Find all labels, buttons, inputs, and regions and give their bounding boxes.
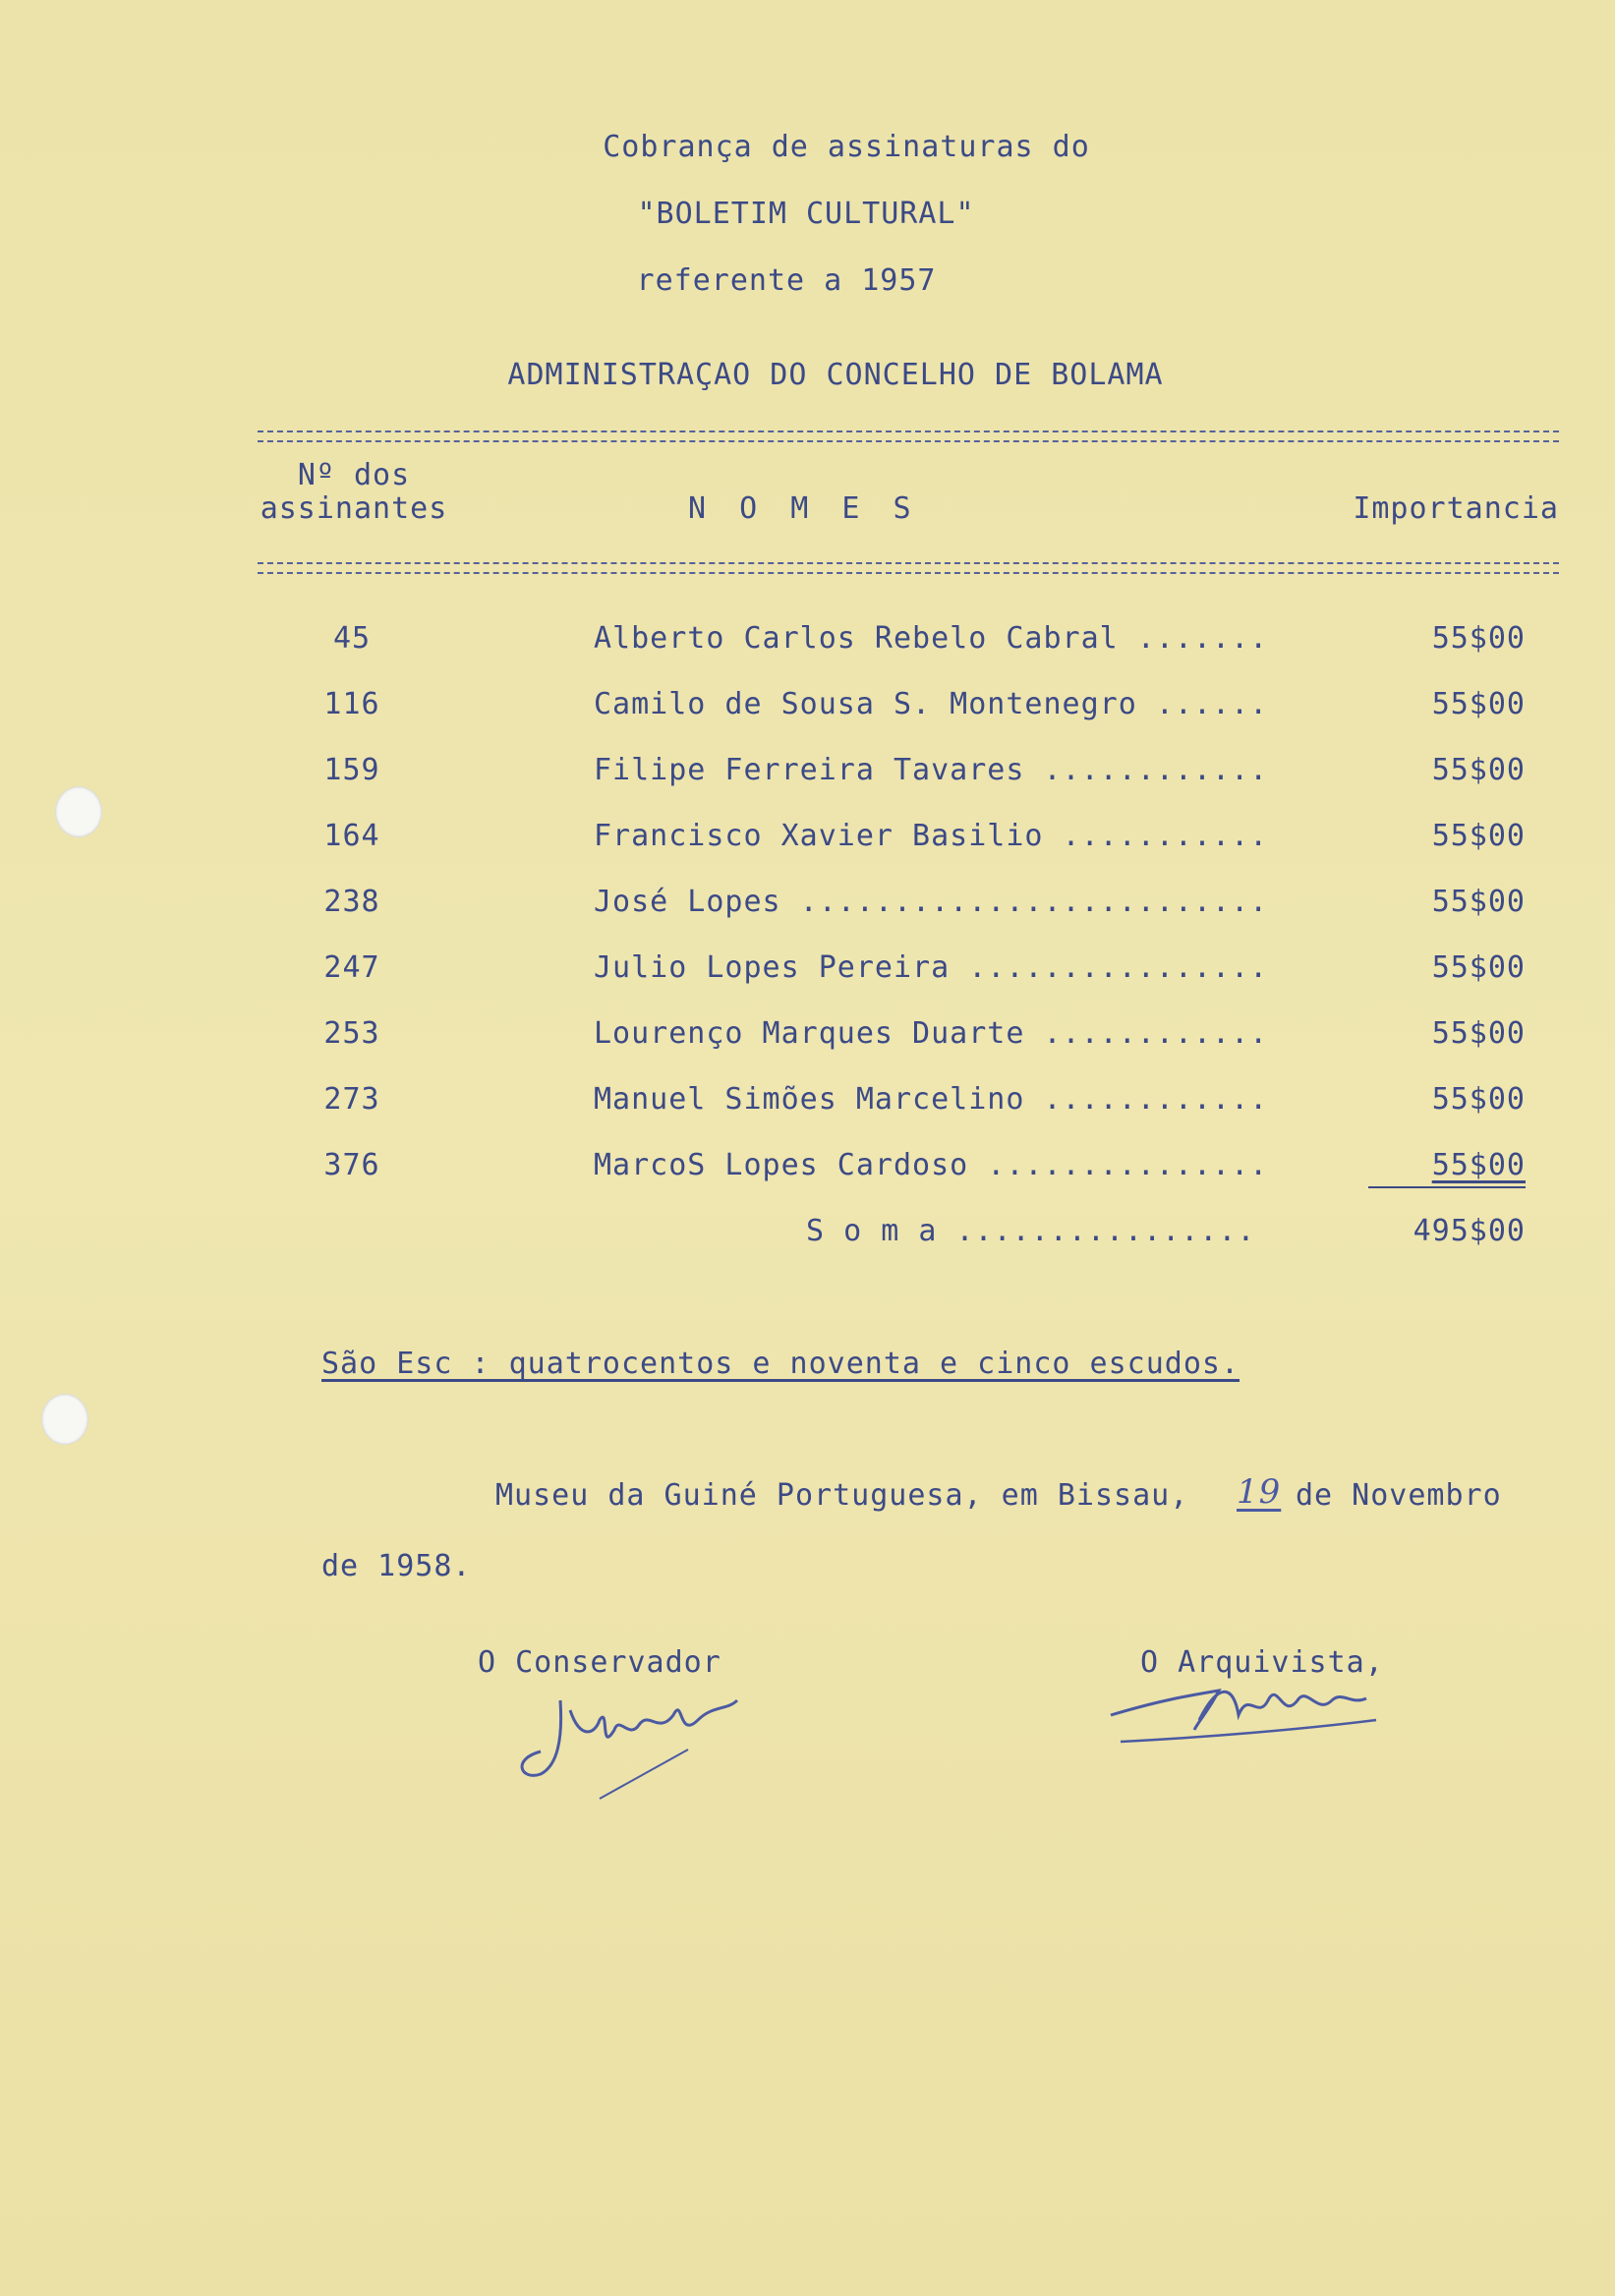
doc-title-line3: referente a 1957 xyxy=(636,263,937,298)
sum-value: 495$00 xyxy=(1413,1214,1526,1248)
row-amount: 55$00 xyxy=(1431,687,1526,721)
row-name: Julio Lopes Pereira ................ xyxy=(594,950,1269,985)
sum-rule xyxy=(1368,1186,1526,1188)
place-date-line1: Museu da Guiné Portuguesa, em Bissau, xyxy=(495,1478,1189,1513)
row-amount: 55$00 xyxy=(1431,1016,1526,1051)
sum-label: S o m a ................ xyxy=(806,1214,1256,1248)
col-header-no-1: Nº dos xyxy=(297,458,411,492)
row-number: 159 xyxy=(323,753,380,787)
row-name: Francisco Xavier Basilio ........... xyxy=(594,819,1269,853)
row-name: Alberto Carlos Rebelo Cabral ....... xyxy=(594,621,1269,656)
row-number: 116 xyxy=(323,687,380,721)
row-name: Filipe Ferreira Tavares ............ xyxy=(594,753,1269,787)
date-month: de Novembro xyxy=(1296,1478,1502,1513)
row-number: 247 xyxy=(323,950,380,985)
punch-hole-bottom xyxy=(41,1394,88,1445)
punch-hole-top xyxy=(55,786,102,837)
row-number: 273 xyxy=(323,1082,380,1117)
row-number: 376 xyxy=(323,1148,380,1182)
day-handwritten: 19 xyxy=(1237,1472,1282,1512)
doc-title-line2: "BOLETIM CULTURAL" xyxy=(637,197,975,231)
row-amount: 55$00 xyxy=(1431,1082,1526,1117)
col-header-amount: Importancia xyxy=(1353,491,1559,526)
doc-title-line1: Cobrança de assinaturas do xyxy=(603,130,1090,164)
col-header-names: N O M E S xyxy=(688,491,912,526)
amount-in-words: São Esc : quatrocentos e noventa e cinco escudos. xyxy=(321,1347,1240,1381)
row-name: Camilo de Sousa S. Montenegro ...... xyxy=(594,687,1269,721)
row-amount: 55$00 xyxy=(1431,819,1526,853)
row-amount: 55$00 xyxy=(1431,753,1526,787)
archivist-signature xyxy=(1101,1661,1396,1769)
doc-subtitle: ADMINISTRAÇAO DO CONCELHO DE BOLAMA xyxy=(507,358,1164,392)
row-number: 45 xyxy=(332,621,372,656)
separator-bottom xyxy=(258,562,1559,574)
row-amount: 55$00 xyxy=(1431,950,1526,985)
signature-right-title: O Arquivista, xyxy=(1140,1645,1384,1680)
row-number: 238 xyxy=(323,885,380,919)
row-amount: 55$00 xyxy=(1431,621,1526,656)
conservator-signature xyxy=(501,1671,757,1818)
row-amount: 55$00 xyxy=(1431,1148,1526,1182)
separator-top xyxy=(258,430,1559,442)
row-name: MarcoS Lopes Cardoso ............... xyxy=(594,1148,1269,1182)
row-amount: 55$00 xyxy=(1431,885,1526,919)
row-name: José Lopes ......................... xyxy=(594,885,1269,919)
row-name: Manuel Simões Marcelino ............ xyxy=(594,1082,1269,1117)
col-header-no-2: assinantes xyxy=(260,491,448,526)
row-name: Lourenço Marques Duarte ............ xyxy=(594,1016,1269,1051)
signature-left-title: O Conservador xyxy=(478,1645,721,1680)
place-date-line2: de 1958. xyxy=(321,1549,472,1583)
row-number: 253 xyxy=(323,1016,380,1051)
row-number: 164 xyxy=(323,819,380,853)
